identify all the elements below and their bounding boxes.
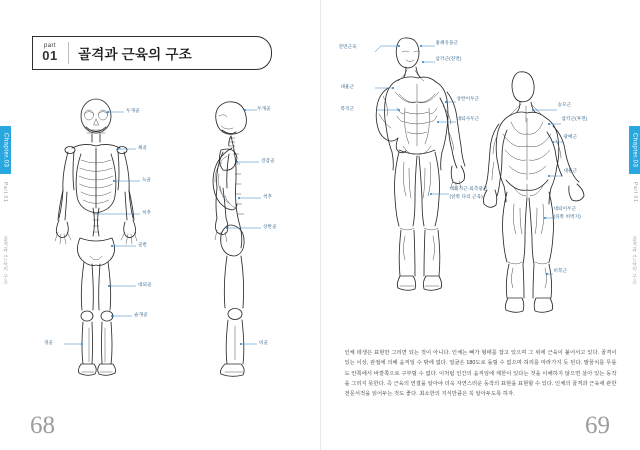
- callout-label: 두개골: [126, 108, 140, 113]
- callout-label: 전면근육: [338, 44, 357, 49]
- callout-label: 복직근: [340, 106, 355, 111]
- page-title: 골격과 근육의 구조: [78, 47, 192, 62]
- callout-label: 골반: [138, 242, 148, 247]
- callout-label: 경골: [44, 340, 54, 345]
- callout-label: 삼각근(후면): [561, 116, 588, 121]
- part-label: [33, 43, 67, 63]
- side-caption-part: Part 01: [2, 182, 8, 203]
- callout-label: 대흉근: [340, 84, 355, 89]
- part-title-box: [32, 36, 272, 70]
- callout-label: 척추: [142, 210, 152, 215]
- callout-label: 슬개골: [134, 312, 148, 317]
- side-caption-part: Part 01: [632, 182, 638, 203]
- callout-label: 두개골: [257, 106, 271, 111]
- body-text: [345, 348, 617, 402]
- callout-label: 늑골: [142, 177, 152, 182]
- callout-label: 흉쇄유돌근: [435, 40, 459, 45]
- callout-label: (뒤쪽 허벅지): [553, 214, 581, 219]
- callout-label: 견갑골: [261, 158, 275, 163]
- callout-label: 대퇴이두근: [553, 206, 577, 211]
- callout-label: 대퇴골: [138, 282, 152, 287]
- callout-label: 대퇴사두근: [456, 116, 480, 121]
- callout-label: 상완이두근: [456, 96, 480, 101]
- chapter-tab: Chapter.03: [0, 126, 11, 174]
- callout-label: 척추: [263, 194, 273, 199]
- side-caption-sub: 골격과 근육의 구조: [2, 236, 8, 285]
- chapter-tab: Chapter.03: [629, 126, 640, 174]
- skeleton-side-view: [175, 86, 295, 386]
- muscle-back-view: [461, 58, 631, 348]
- callout-label: 대퇴직근·외측광근: [449, 186, 488, 191]
- callout-label: 승모근: [557, 102, 572, 107]
- skeleton-front-view: [34, 86, 164, 386]
- callout-label: 비복근: [553, 268, 568, 273]
- right-page: [321, 0, 640, 450]
- callout-label: (앞쪽 다리 근육): [449, 194, 483, 199]
- callout-label: 비골: [259, 340, 269, 345]
- title-divider: [68, 42, 69, 64]
- part-number: 01: [42, 48, 58, 64]
- callout-label: 대둔근: [563, 168, 578, 173]
- callout-label: 삼각근(전면): [435, 56, 462, 61]
- page-number: 69: [585, 412, 610, 439]
- side-caption-sub: 골격과 근육의 구조: [631, 236, 637, 285]
- callout-label: 상완골: [263, 224, 277, 229]
- callout-label: 광배근: [563, 134, 578, 139]
- page-number: 68: [30, 412, 55, 439]
- body-paragraph: 인체 데생은 표현만 그리면 되는 것이 아니다. 인체는 뼈가 형태를 잡고 있으며 그 위에 근육이 붙어서고 있다. 골격이 있는 이상, 관절에 의해 움직일 수 밖에 없다. 얼굴은 180도로 돌릴 수 없으며 허리를 마라가지 듯 된다. 팔꿈치를 무릎도 안쪽에서 바깥쪽으로 구부릴 수 없다. 이처럼 인간의 움직임에 제한이 있다는 것을 이해하지 않으면 살아 있는 동작을 그리지 못한다. 즉 근육의 연결을 알아야 더욱 자연스러운 동작의 표현을 표현할 수 있다. 인체의 골격과 근육에 관한 전문서적을 읽어두는 것도 좋다. 최소한의 지식만큼은 꼭 알아두도록 하자.: [344, 350, 617, 398]
- callout-label: 쇄골: [138, 145, 148, 150]
- part-word: part: [44, 43, 56, 50]
